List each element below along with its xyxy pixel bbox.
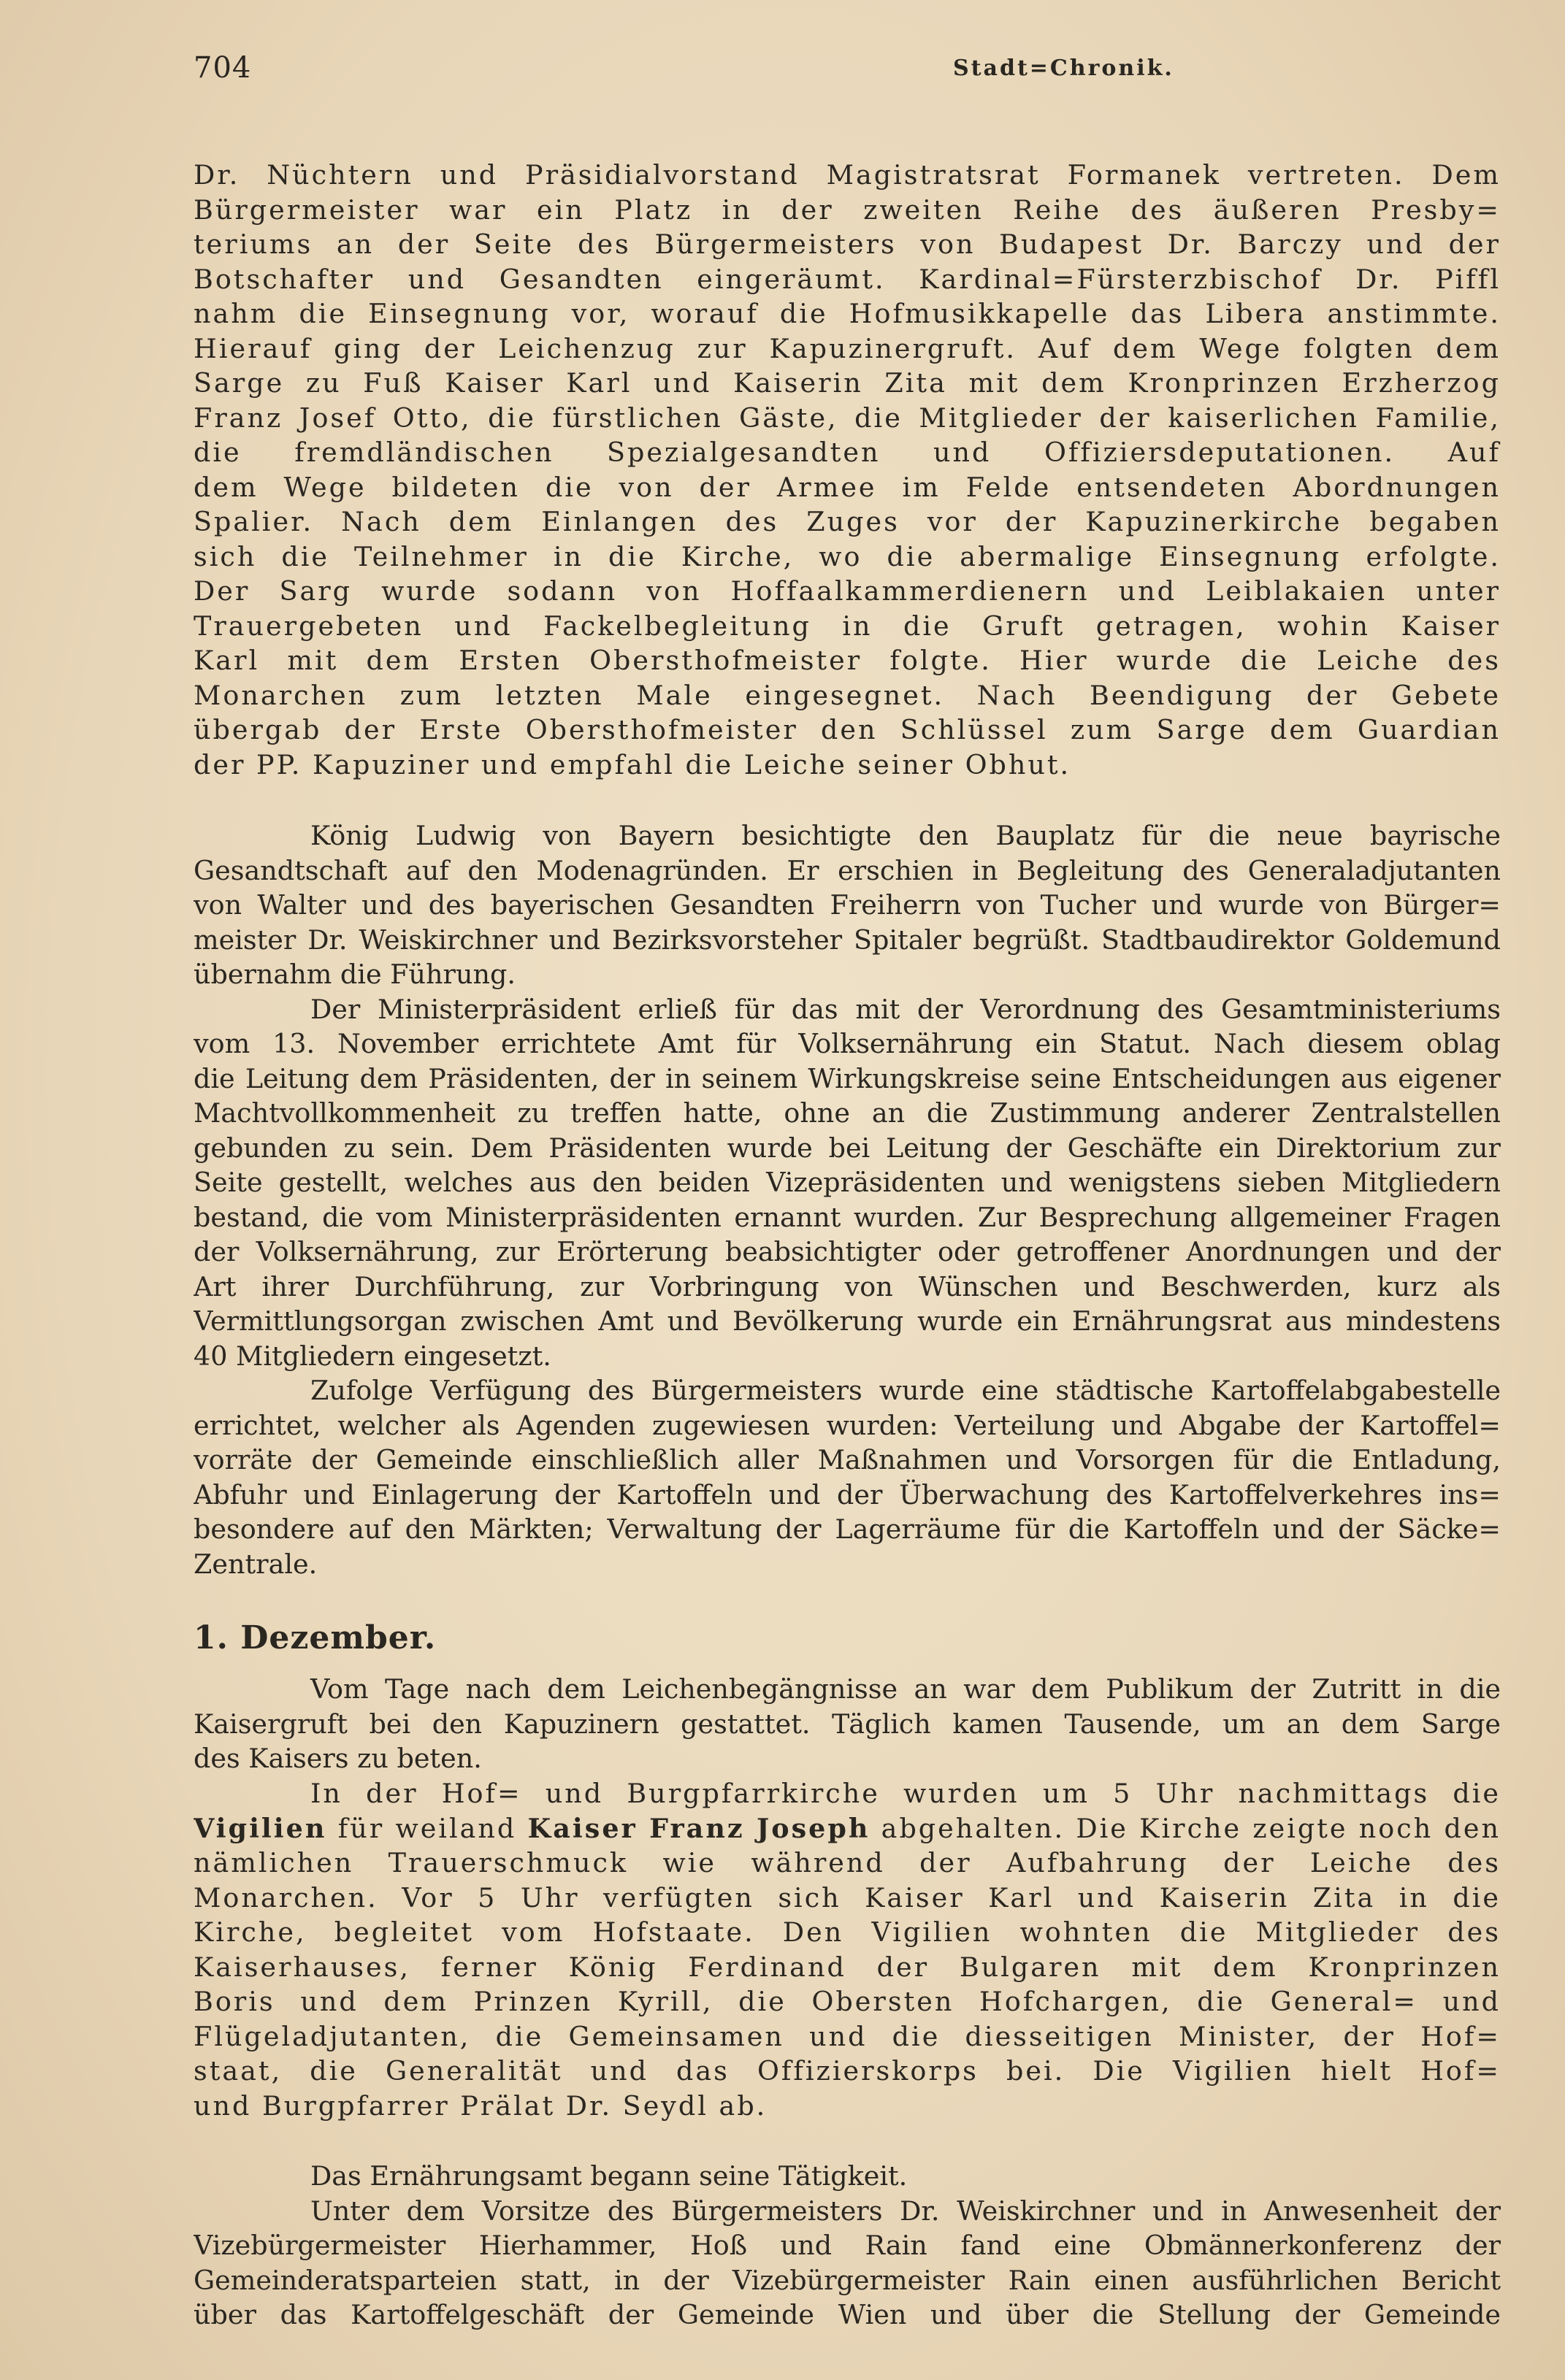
page-number: 704 <box>194 51 252 85</box>
running-head <box>194 51 1501 95</box>
text-line: übergab der Erste Obersthofmeister den Schlüssel zum Sarge dem Guardian <box>194 714 1501 745</box>
text-line: Vom Tage nach dem Leichenbegängnisse an war dem Publikum der Zutritt in die <box>310 1673 1501 1705</box>
text-fragment: für weiland <box>326 1812 528 1844</box>
text-line: Franz Josef Otto, die fürstlichen Gäste, die Mitglieder der kaiserlichen Familie, <box>194 402 1501 434</box>
text-line: Seite gestellt, welches aus den beiden Vizepräsidenten und wenigstens sieben Mitgliedern <box>194 1167 1501 1198</box>
text-line: Gesandtschaft auf den Modenagründen. Er erschien in Begleitung des Generaladjutanten <box>194 854 1501 886</box>
running-title: Stadt=Chronik. <box>953 55 1174 81</box>
text-line: Trauergebeten und Fackelbegleitung in die Gruft getragen, wohin Kaiser <box>194 610 1501 642</box>
emphasis-vigilien: Vigilien <box>194 1812 327 1844</box>
text-line: Gemeinderatsparteien statt, in der Vizebürgermeister Rain einen ausführlichen Bericht <box>194 2264 1501 2296</box>
paragraph-funeral-procession <box>194 158 1501 782</box>
text-line: Machtvollkommenheit zu treffen hatte, ohne an die Zustimmung anderer Zentralstellen <box>194 1097 1501 1129</box>
text-line: Boris und dem Prinzen Kyrill, die Obersten Hofchargen, die General= und <box>194 1986 1501 2017</box>
text-line: Vizebürgermeister Hierhammer, Hoß und Rain fand eine Obmännerkonferenz der <box>194 2230 1501 2261</box>
text-line: über das Kartoffelgeschäft der Gemeinde Wien und über die Stellung der Gemeinde <box>194 2299 1501 2330</box>
text-line: bestand, die vom Ministerpräsidenten ernannt wurden. Zur Besprechung allgemeiner Fragen <box>194 1201 1501 1233</box>
text-line: König Ludwig von Bayern besichtigte den Bauplatz für die neue bayrische <box>310 820 1501 851</box>
text-line: Hierauf ging der Leichenzug zur Kapuzinergruft. Auf dem Wege folgten dem <box>194 332 1501 364</box>
text-line: sich die Teilnehmer in die Kirche, wo die abermalige Einsegnung erfolgte. <box>194 540 1501 572</box>
text-line: und Burgpfarrer Prälat Dr. Seydl ab. <box>194 2089 768 2122</box>
text-line: Das Ernährungsamt begann seine Tätigkeit. <box>310 2160 908 2192</box>
text-line: die Leitung dem Präsidenten, der in seinem Wirkungskreise seine Entscheidungen aus eigener <box>194 1062 1501 1094</box>
text-line: dem Wege bildeten die von der Armee im Felde entsendeten Abordnungen <box>194 471 1501 503</box>
paragraph-bavarian-king-and-food-office <box>194 818 1501 1581</box>
text-line: Monarchen. Vor 5 Uhr verfügten sich Kaiser Karl und Kaiserin Zita in die <box>194 1881 1501 1913</box>
text-line: Karl mit dem Ersten Obersthofmeister folgte. Hier wurde die Leiche des <box>194 645 1501 676</box>
text-line: Vermittlungsorgan zwischen Amt und Bevölkerung wurde ein Ernährungsrat aus mindestens <box>194 1305 1501 1337</box>
text-line: Unter dem Vorsitze des Bürgermeisters Dr. Weiskirchner und in Anwesenheit der <box>310 2195 1501 2227</box>
text-line: von Walter und des bayerischen Gesandten Freiherrn von Tucher und wurde von Bürger= <box>194 889 1501 921</box>
text-fragment: abgehalten. Die Kirche zeigte noch den <box>870 1812 1501 1844</box>
text-line: Zentrale. <box>194 1548 318 1580</box>
text-line: meister Dr. Weiskirchner und Bezirksvorsteher Spitaler begrüßt. Stadtbaudirektor Goldemund <box>194 924 1501 956</box>
text-line: Flügeladjutanten, die Gemeinsamen und die diesseitigen Minister, der Hof= <box>194 2020 1501 2052</box>
text-line: errichtet, welcher als Agenden zugewiesen wurden: Verteilung und Abgabe der Kartoffel= <box>194 1409 1501 1441</box>
text-line: In der Hof= und Burgpfarrkirche wurden um 5 Uhr nachmittags die <box>310 1778 1501 1809</box>
emphasis-kaiser-franz-joseph: Kaiser Franz Joseph <box>527 1812 870 1844</box>
text-line: staat, die Generalität und das Offizierskorps bei. Die Vigilien hielt Hof= <box>194 2055 1501 2087</box>
text-line: Sarge zu Fuß Kaiser Karl und Kaiserin Zita mit dem Kronprinzen Erzherzog <box>194 367 1501 399</box>
paragraph-vigilien <box>194 1776 1501 2123</box>
text-line: vorräte der Gemeinde einschließlich aller Maßnahmen und Vorsorgen für die Entladung, <box>194 1444 1501 1475</box>
text-line: Bürgermeister war ein Platz in der zweiten Reihe des äußeren Presby= <box>194 193 1501 226</box>
text-line: nahm die Einsegnung vor, worauf die Hofmusikkapelle das Libera anstimmte. <box>194 298 1501 329</box>
text-line: Der Sarg wurde sodann von Hoffaalkammerdienern und Leiblakaien unter <box>194 575 1501 607</box>
paragraph-food-office-start <box>194 2159 1501 2333</box>
text-line: der PP. Kapuziner und empfahl die Leiche seiner Obhut. <box>194 748 1071 780</box>
text-line: Abfuhr und Einlagerung der Kartoffeln und der Überwachung des Kartoffelverkehres ins= <box>194 1478 1501 1510</box>
text-line: gebunden zu sein. Dem Präsidenten wurde bei Leitung der Geschäfte ein Direktorium zur <box>194 1132 1501 1164</box>
paragraph-imperial-crypt <box>194 1672 1501 1776</box>
text-line: der Volksernährung, zur Erörterung beabsichtigter oder getroffener Anordnungen und der <box>194 1236 1501 1267</box>
text-line: nämlichen Trauerschmuck wie während der Aufbahrung der Leiche des <box>194 1847 1501 1878</box>
date-heading: 1. Dezember. <box>194 1619 437 1657</box>
text-line: Der Ministerpräsident erließ für das mit der Verordnung des Gesamtministeriums <box>310 993 1501 1025</box>
text-line: Monarchen zum letzten Male eingesegnet. Nach Beendigung der Gebete <box>194 679 1501 711</box>
text-line: Botschafter und Gesandten eingeräumt. Kardinal=Fürsterzbischof Dr. Piffl <box>194 263 1501 295</box>
text-line: die fremdländischen Spezialgesandten und Offiziersdeputationen. Auf <box>194 437 1501 468</box>
text-line: Zufolge Verfügung des Bürgermeisters wurde eine städtische Kartoffelabgabestelle <box>310 1375 1501 1406</box>
text-line: 40 Mitgliedern eingesetzt. <box>194 1340 551 1372</box>
text-line: Kaisergruft bei den Kapuzinern gestattet. Täglich kamen Tausende, um an dem Sarge <box>194 1708 1501 1740</box>
text-line: Kaiserhauses, ferner König Ferdinand der Bulgaren mit dem Kronprinzen <box>194 1951 1501 1983</box>
text-line: Spalier. Nach dem Einlangen des Zuges vor der Kapuzinerkirche begaben <box>194 506 1501 537</box>
text-line: Art ihrer Durchführung, zur Vorbringung von Wünschen und Beschwerden, kurz als <box>194 1270 1501 1302</box>
text-line: vom 13. November errichtete Amt für Volksernährung ein Statut. Nach diesem oblag <box>194 1028 1501 1059</box>
text-line: Dr. Nüchtern und Präsidialvorstand Magistratsrat Formanek vertreten. Dem <box>194 159 1501 191</box>
text-line: teriums an der Seite des Bürgermeisters von Budapest Dr. Barczy und der <box>194 229 1501 260</box>
text-line: besondere auf den Märkten; Verwaltung der Lagerräume für die Kartoffeln und der Säcke= <box>194 1513 1501 1545</box>
text-line: des Kaisers zu beten. <box>194 1743 482 1774</box>
text-line: übernahm die Führung. <box>194 959 516 990</box>
text-line <box>194 1811 1501 1846</box>
text-line: Kirche, begleitet vom Hofstaate. Den Vigilien wohnten die Mitglieder des <box>194 1916 1501 1948</box>
